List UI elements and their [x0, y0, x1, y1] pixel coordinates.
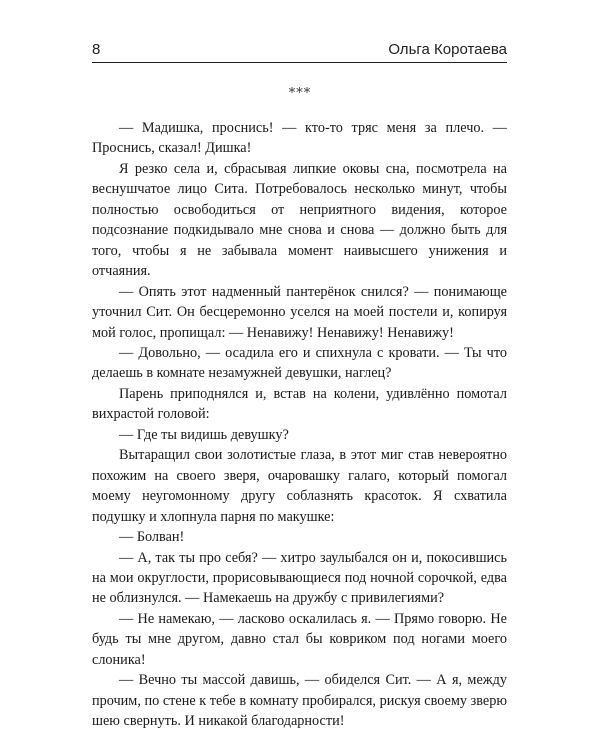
section-divider: *** [288, 86, 312, 101]
paragraph: — Опять этот надменный пантерёнок снился? — понимающе уточнил Сит. Он бесцеремонно уселся на моей постели и, копируя мой голос, пропищал: — Ненавижу! Ненавижу! Ненавижу! [92, 283, 507, 341]
paragraph: — Где ты видишь девушку? [119, 426, 289, 443]
page-number: 8 [92, 41, 101, 58]
paragraph: — Довольно, — осадила его и спихнула с кровати. — Ты что делаешь в комнате незамужней девушки, наглец? [92, 344, 507, 382]
paragraph: Я резко села и, сбрасывая липкие оковы сна, посмотрела на веснушчатое лицо Сита. Потребовалось несколько минут, чтобы полностью освободиться от неприятного видения, которое подсознание подкидывало мне снова и снова — должно быть для того, чтобы я не забывала момент наивысшего унижения и отчаяния. [92, 160, 507, 280]
running-title: Ольга Коротаева [388, 41, 507, 58]
paragraph: — А, так ты про себя? — хитро заулыбался он и, покосившись на мои округлости, прорисовывающиеся под ночной сорочкой, едва не облизнулся. — Намекаешь на дружбу с привилегиями? [92, 549, 507, 607]
paragraph: — Вечно ты массой давишь, — обиделся Сит. — А я, между прочим, по стене к тебе в комнату пробирался, рискуя своему зверю шею свернуть. И никакой благодарности! [92, 672, 507, 730]
header-rule [92, 62, 507, 63]
body-text [92, 118, 507, 732]
paragraph: — Болван! [119, 529, 185, 546]
paragraph: — Не намекаю, — ласково оскалилась я. — Прямо говорю. Не будь ты мне другом, давно стал бы ковриком под ногами моего слоника! [92, 610, 507, 668]
paragraph: Парень приподнялся и, встав на колени, удивлённо помотал вихрастой головой: [92, 385, 507, 423]
paragraph: — Мадишка, проснись! — кто-то тряс меня за плечо. — Проснись, сказал! Дишка! [92, 120, 507, 157]
paragraph: Вытаращил свои золотистые глаза, в этот миг став невероятно похожим на своего зверя, очаровашку галаго, который помогал моему неугомонному другу соблазнять красоток. Я схватила подушку и хлопнула парня по макушке: [92, 447, 507, 525]
